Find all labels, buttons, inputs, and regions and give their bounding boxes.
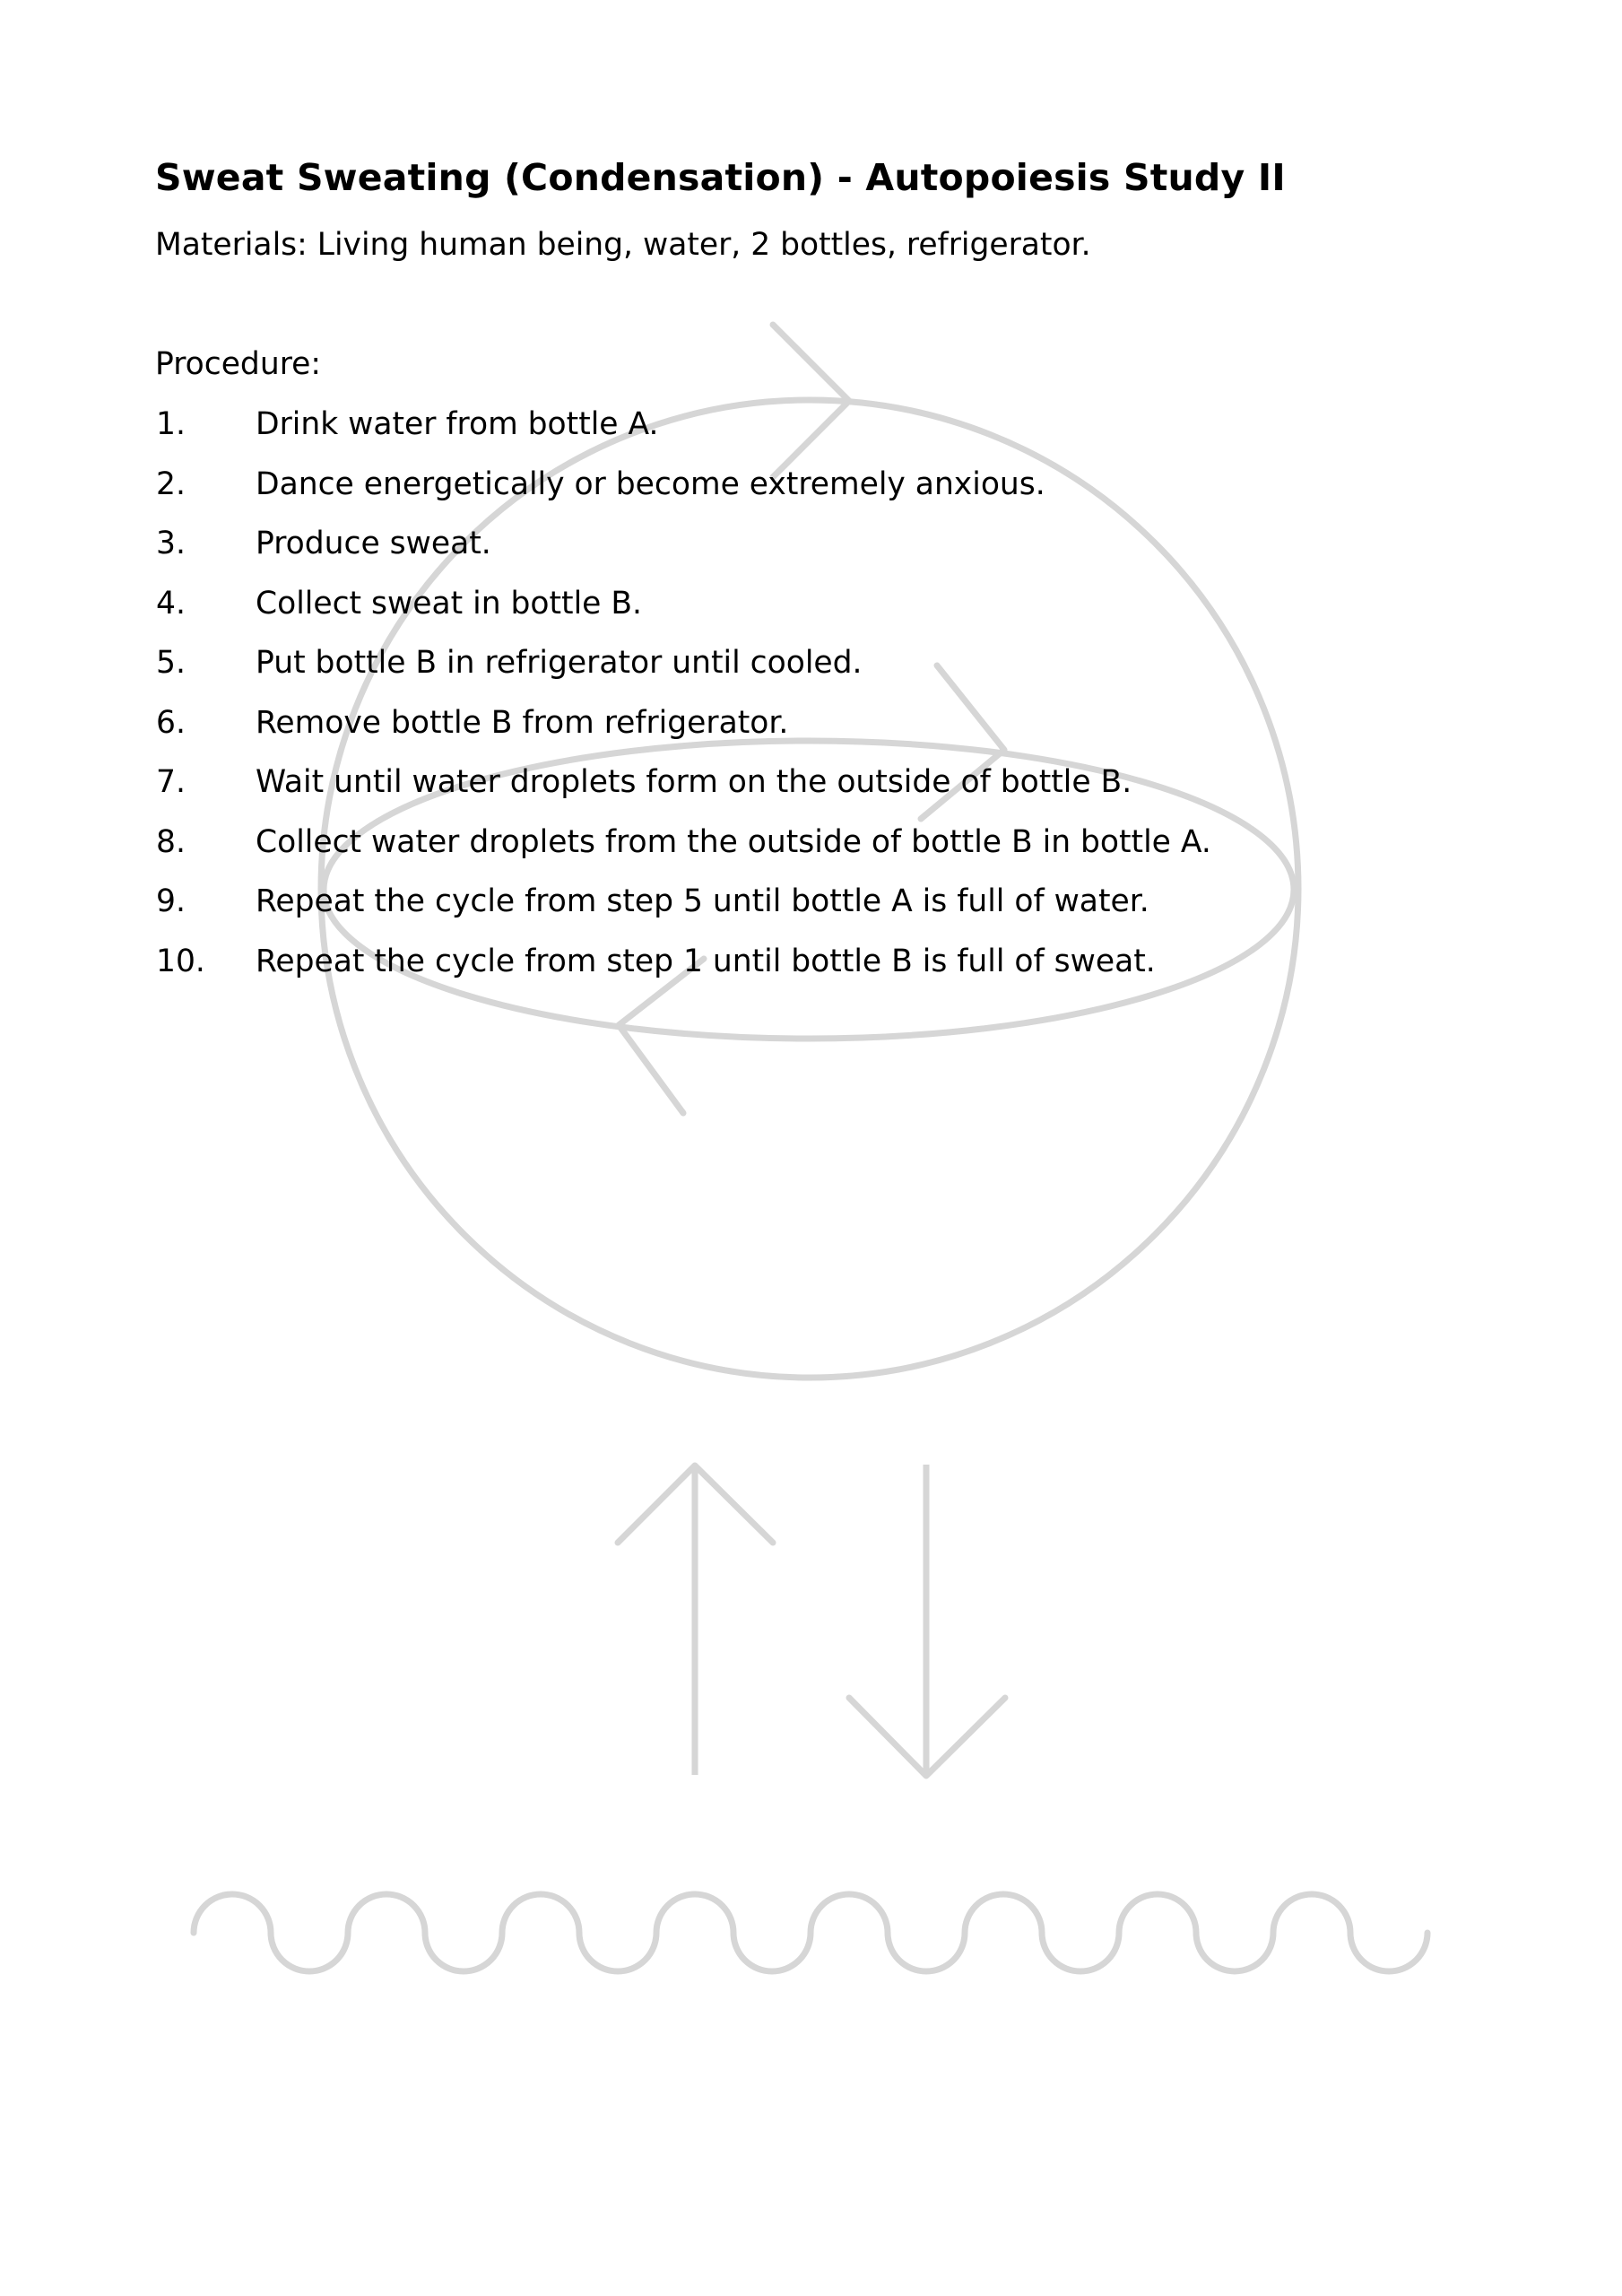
step-text: Dance energetically or become extremely anxious. [256, 465, 1045, 502]
step-number: 1. [156, 406, 186, 442]
step-number: 7. [156, 764, 186, 800]
step-number: 6. [156, 704, 186, 741]
step-number: 8. [156, 823, 186, 860]
step-text: Collect sweat in bottle B. [256, 585, 642, 622]
materials-line: Materials: Living human being, water, 2 bottles, refrigerator. [155, 227, 1091, 263]
step-number: 3. [156, 526, 186, 561]
step-text: Remove bottle B from refrigerator. [256, 704, 789, 741]
step-number: 5. [156, 645, 186, 681]
step-number: 10. [156, 943, 205, 979]
step-text: Put bottle B in refrigerator until cooled. [256, 645, 863, 681]
step-number: 4. [156, 585, 186, 622]
step-text: Repeat the cycle from step 5 until bottle A is full of water. [256, 883, 1149, 919]
procedure-heading: Procedure: [155, 346, 321, 382]
step-text: Collect water droplets from the outside of bottle B in bottle A. [256, 823, 1211, 860]
page-title: Sweat Sweating (Condensation) - Autopoiesis Study II [155, 156, 1286, 199]
step-number: 2. [156, 465, 186, 502]
step-number: 9. [156, 883, 186, 919]
step-text: Produce sweat. [256, 526, 491, 561]
step-text: Wait until water droplets form on the outside of bottle B. [256, 764, 1132, 800]
step-text: Drink water from bottle A. [256, 406, 659, 442]
step-text: Repeat the cycle from step 1 until bottle B is full of sweat. [256, 943, 1156, 979]
